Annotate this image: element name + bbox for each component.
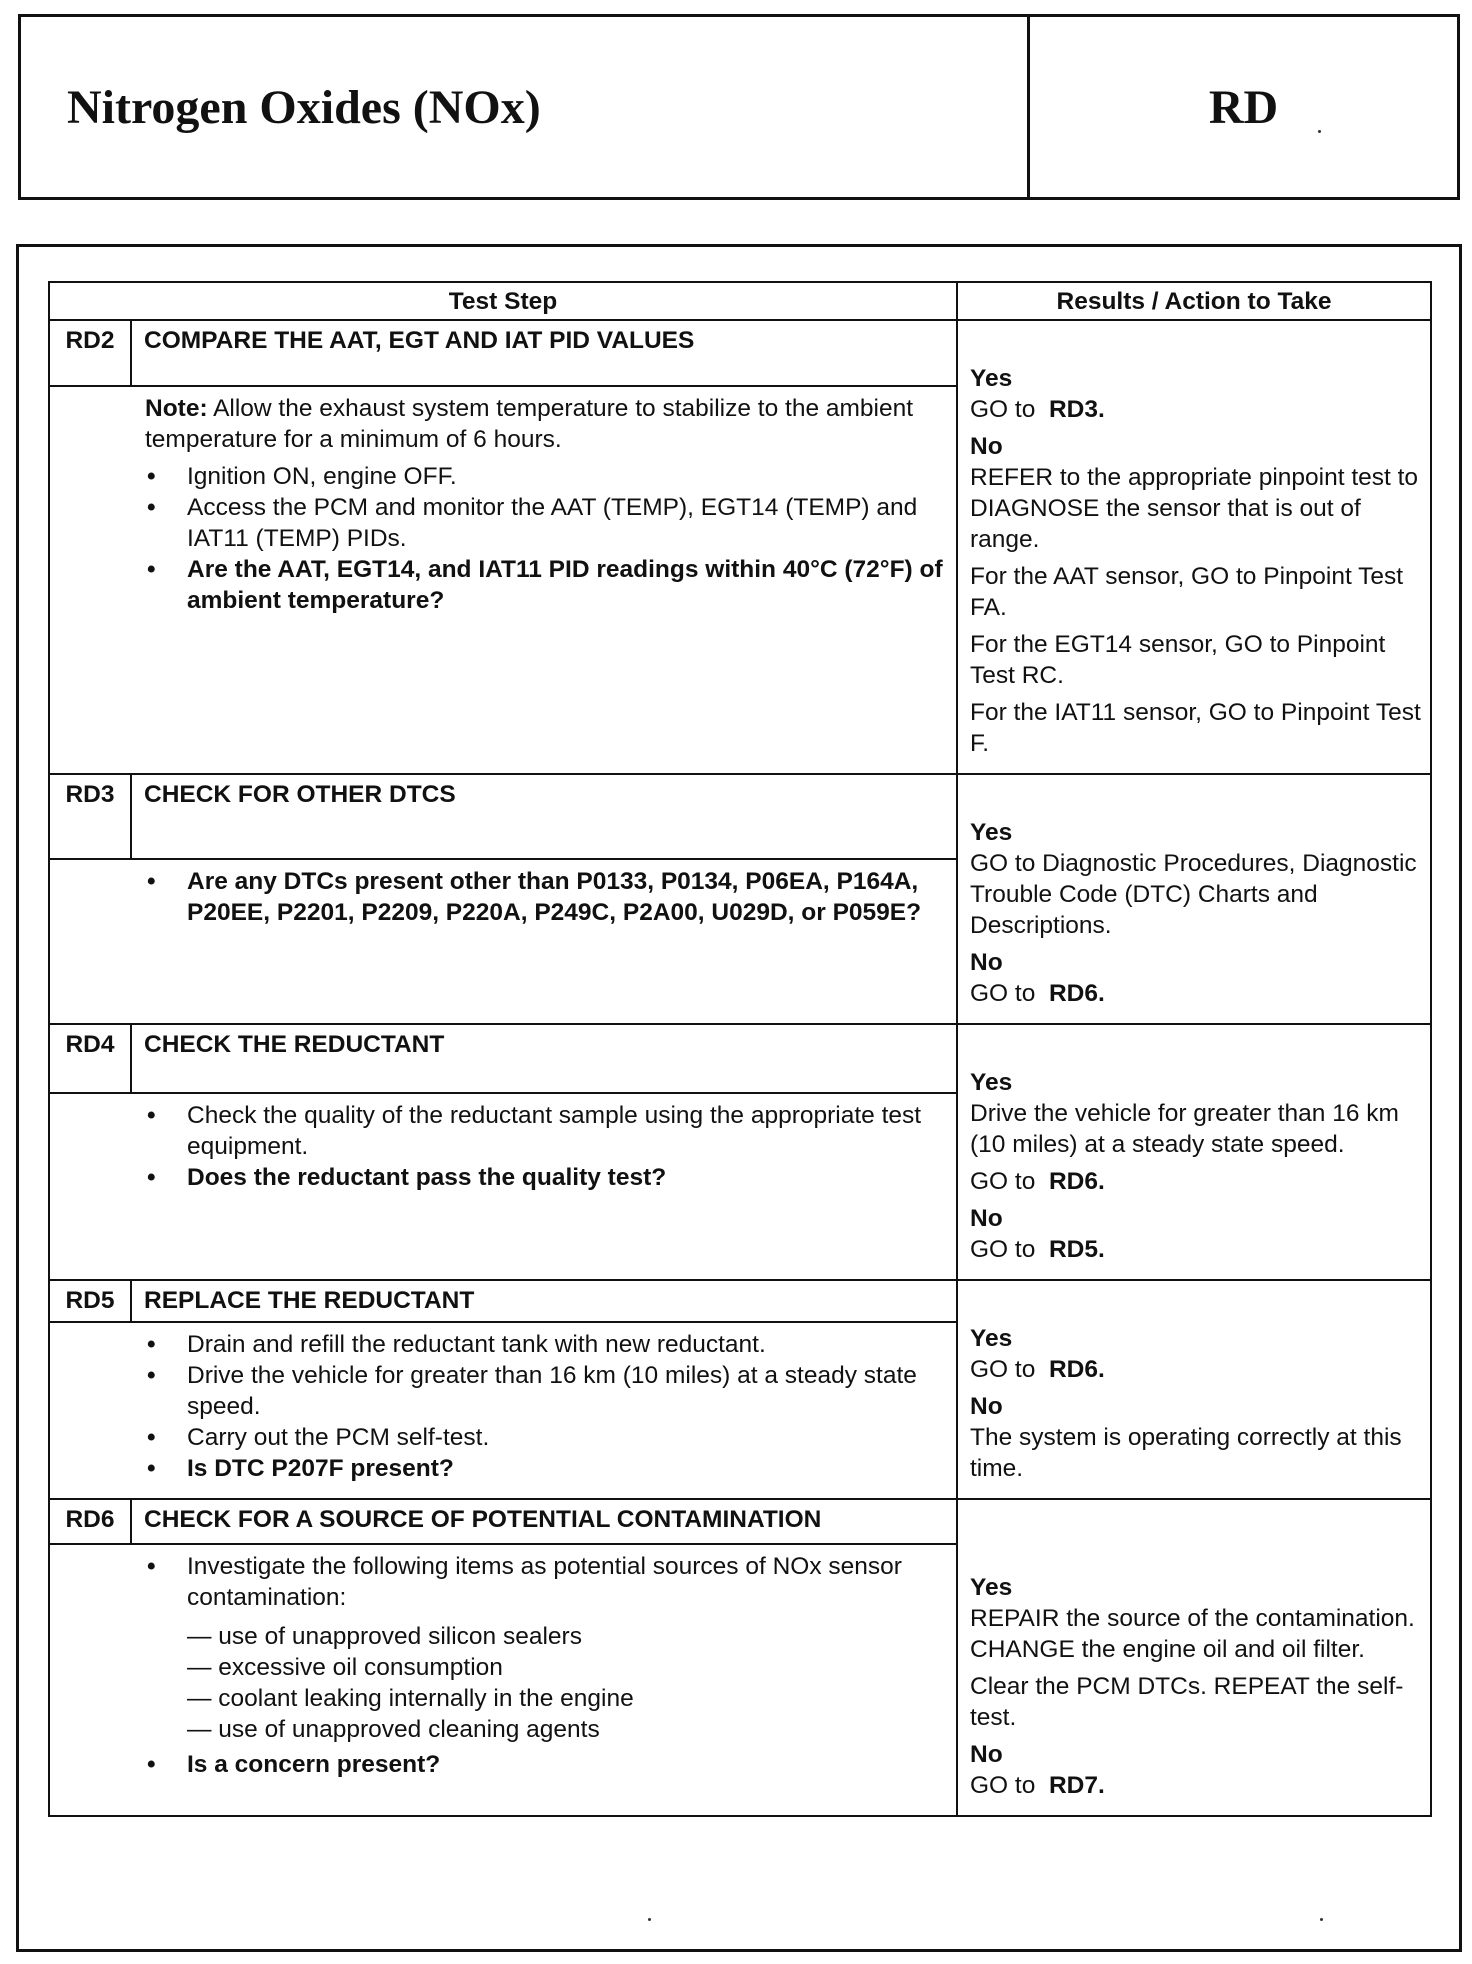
yes-extra: Clear the PCM DTCs. REPEAT the self-test. bbox=[970, 1673, 1404, 1731]
step-id: RD5 bbox=[49, 1280, 131, 1322]
no-label: No bbox=[970, 949, 1003, 976]
yes-ref: RD6. bbox=[1048, 1356, 1105, 1383]
result-no bbox=[970, 947, 1422, 1009]
step-title-row bbox=[49, 1280, 1431, 1322]
no-ref: RD5. bbox=[1048, 1236, 1105, 1263]
yes-text: Drive the vehicle for greater than 16 km (10 miles) at a steady state speed. bbox=[970, 1100, 1399, 1158]
list-item-question: • Is a concern present? bbox=[147, 1751, 441, 1779]
col-header-results: Results / Action to Take bbox=[957, 282, 1431, 320]
step-title: CHECK FOR OTHER DTCS bbox=[131, 774, 957, 859]
step-body bbox=[131, 386, 957, 774]
no-ref: RD6. bbox=[1048, 980, 1105, 1007]
no-ref: RD7. bbox=[1048, 1772, 1105, 1799]
step-body bbox=[131, 1093, 957, 1280]
yes-text: GO to bbox=[970, 1356, 1036, 1383]
step-title: CHECK THE REDUCTANT bbox=[131, 1024, 957, 1093]
step-note bbox=[145, 393, 946, 455]
test-step-table bbox=[48, 281, 1432, 1817]
list-item-question: • Does the reductant pass the quality test? bbox=[147, 1164, 667, 1192]
step-id: RD3 bbox=[49, 774, 131, 859]
list-item: • Carry out the PCM self-test. bbox=[147, 1423, 490, 1451]
step-title-row bbox=[49, 774, 1431, 859]
result-yes-go: GO to RD6. bbox=[970, 1168, 1105, 1195]
sub-item: — coolant leaking internally in the engine bbox=[187, 1685, 634, 1713]
result-no bbox=[970, 1203, 1422, 1265]
list-item: • Drain and refill the reductant tank with new reductant. bbox=[147, 1330, 766, 1358]
no-label: No bbox=[970, 1205, 1003, 1232]
list-item: • Ignition ON, engine OFF. bbox=[147, 463, 457, 490]
result-yes bbox=[970, 363, 1422, 425]
step-results bbox=[957, 774, 1431, 1024]
scan-speck bbox=[648, 1918, 651, 1921]
sub-item: — use of unapproved cleaning agents bbox=[187, 1716, 600, 1744]
no-text: GO to bbox=[970, 980, 1036, 1007]
list-item-question: • Are the AAT, EGT14, and IAT11 PID readings within 40°C (72°F) of ambient temperature? bbox=[147, 556, 943, 614]
no-extra: For the AAT sensor, GO to Pinpoint Test FA. bbox=[970, 563, 1404, 621]
no-label: No bbox=[970, 1393, 1003, 1420]
scan-speck bbox=[1320, 1918, 1323, 1921]
result-no bbox=[970, 431, 1422, 555]
yes-text: REPAIR the source of the contamination. CHANGE the engine oil and oil filter. bbox=[970, 1605, 1415, 1663]
step-body bbox=[131, 859, 957, 1024]
table-header-row bbox=[49, 282, 1431, 320]
page-header bbox=[18, 14, 1460, 200]
scan-speck bbox=[1318, 130, 1321, 133]
step-results bbox=[957, 1024, 1431, 1280]
no-text: The system is operating correctly at this time. bbox=[970, 1424, 1402, 1482]
no-extra: For the IAT11 sensor, GO to Pinpoint Test F. bbox=[970, 699, 1421, 757]
page-title: Nitrogen Oxides (NOx) bbox=[21, 17, 1030, 197]
result-yes bbox=[970, 1323, 1422, 1385]
step-body bbox=[131, 1322, 957, 1499]
yes-label: Yes bbox=[970, 1325, 1013, 1352]
result-no bbox=[970, 1391, 1422, 1484]
list-item: • Drive the vehicle for greater than 16 km (10 miles) at a steady state speed. bbox=[147, 1361, 917, 1420]
result-yes bbox=[970, 1572, 1422, 1665]
result-yes bbox=[970, 817, 1422, 941]
step-id: RD2 bbox=[49, 320, 131, 386]
no-text: REFER to the appropriate pinpoint test to DIAGNOSE the sensor that is out of range. bbox=[970, 464, 1419, 553]
yes-ref: RD3. bbox=[1048, 396, 1105, 423]
result-no bbox=[970, 1739, 1422, 1801]
yes-label: Yes bbox=[970, 1574, 1013, 1601]
step-title-row bbox=[49, 320, 1431, 386]
list-item: • Check the quality of the reductant sample using the appropriate test equipment. bbox=[147, 1102, 922, 1161]
note-text: Allow the exhaust system temperature to stabilize to the ambient temperature for a minimum of 6 hours. bbox=[145, 395, 914, 453]
step-title-row bbox=[49, 1024, 1431, 1093]
contamination-sources bbox=[145, 1621, 946, 1745]
result-yes bbox=[970, 1067, 1422, 1160]
step-results bbox=[957, 1280, 1431, 1499]
step-title: REPLACE THE REDUCTANT bbox=[131, 1280, 957, 1322]
no-label: No bbox=[970, 433, 1003, 460]
yes-label: Yes bbox=[970, 819, 1013, 846]
sub-item: — use of unapproved silicon sealers bbox=[187, 1623, 582, 1651]
list-item: • Investigate the following items as potential sources of NOx sensor contamination: bbox=[147, 1553, 902, 1612]
list-item-question: • Is DTC P207F present? bbox=[147, 1454, 454, 1482]
step-title: COMPARE THE AAT, EGT AND IAT PID VALUES bbox=[131, 320, 957, 386]
sub-item: — excessive oil consumption bbox=[187, 1654, 503, 1682]
no-label: No bbox=[970, 1741, 1003, 1768]
yes-label: Yes bbox=[970, 1069, 1013, 1096]
step-id: RD4 bbox=[49, 1024, 131, 1093]
step-title-row bbox=[49, 1499, 1431, 1544]
yes-text: GO to bbox=[970, 396, 1036, 423]
list-item-question: • Are any DTCs present other than P0133, P0134, P06EA, P164A, P20EE, P2201, P2209, P220A, P249C, P2A00, U029D, or P059E? bbox=[147, 867, 922, 926]
step-results bbox=[957, 320, 1431, 774]
step-body bbox=[131, 1544, 957, 1816]
step-id: RD6 bbox=[49, 1499, 131, 1544]
no-text: GO to bbox=[970, 1236, 1036, 1263]
no-extra: For the EGT14 sensor, GO to Pinpoint Test RC. bbox=[970, 631, 1386, 689]
section-code: RD bbox=[1208, 80, 1279, 134]
list-item: • Access the PCM and monitor the AAT (TEMP), EGT14 (TEMP) and IAT11 (TEMP) PIDs. bbox=[147, 494, 918, 552]
step-results bbox=[957, 1499, 1431, 1816]
col-header-test-step: Test Step bbox=[49, 282, 957, 320]
no-text: GO to bbox=[970, 1772, 1036, 1799]
yes-ref: RD6. bbox=[1048, 1168, 1105, 1195]
yes-label: Yes bbox=[970, 365, 1013, 392]
yes-text: GO to Diagnostic Procedures, Diagnostic Trouble Code (DTC) Charts and Descriptions. bbox=[970, 850, 1417, 939]
note-label: Note: bbox=[145, 395, 208, 422]
step-title: CHECK FOR A SOURCE OF POTENTIAL CONTAMINATION bbox=[131, 1499, 957, 1544]
